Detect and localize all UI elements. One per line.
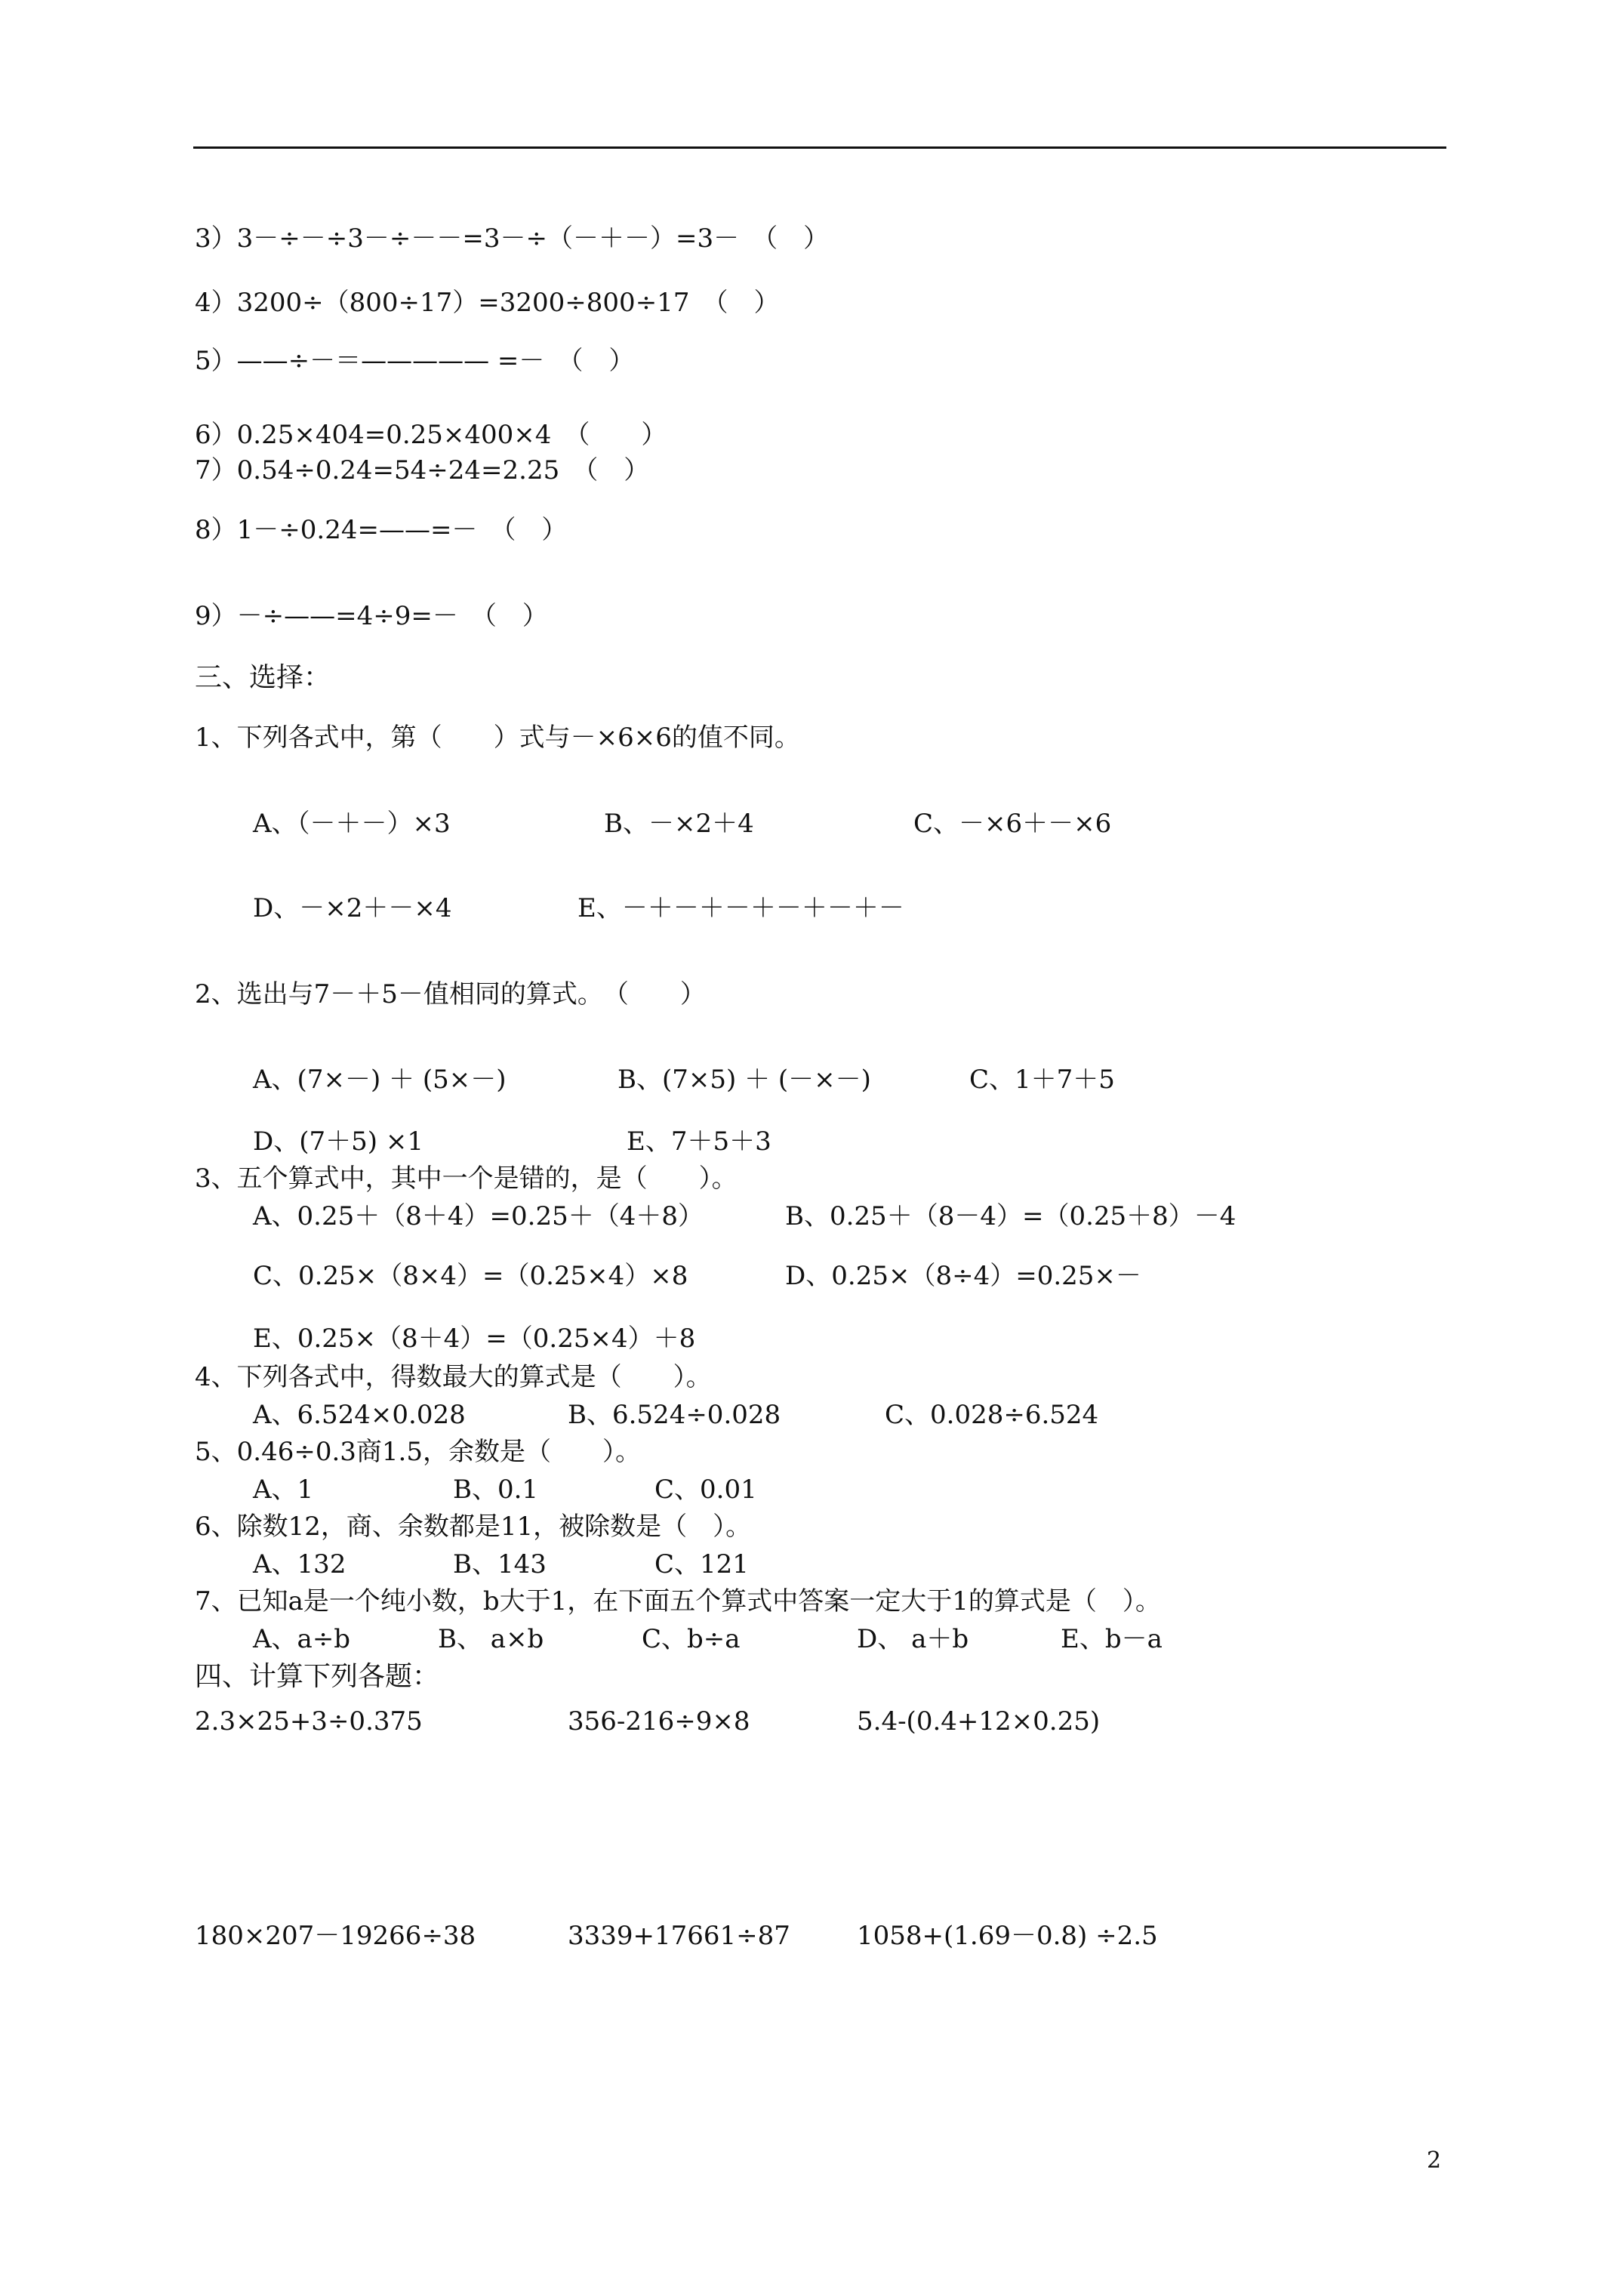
judge-item-9: 9）－÷——=4÷9=－ （ ） — [195, 601, 548, 631]
header-rule — [193, 146, 1446, 149]
q5-option-a: A、1 — [253, 1475, 314, 1505]
judge-item-3: 3）3－÷－÷3－÷－－=3－÷（－＋－）=3－ （ ） — [195, 223, 830, 254]
compute-problem: 1058+(1.69－0.8) ÷2.5 — [857, 1921, 1158, 1951]
q2-option-b: B、(7×5) ＋ (－×－) — [617, 1065, 871, 1095]
q6-option-b: B、143 — [453, 1549, 547, 1579]
section-choice-heading: 三、选择： — [195, 662, 331, 693]
q7-option-d: D、 a＋b — [857, 1624, 969, 1654]
compute-problem: 356-216÷9×8 — [568, 1706, 750, 1737]
q5-option-b: B、0.1 — [453, 1475, 539, 1505]
q4-stem: 4、下列各式中，得数最大的算式是（ ）。 — [195, 1362, 712, 1392]
q1-option-e: E、－＋－＋－＋－＋－＋－ — [577, 893, 904, 923]
q1-option-c: C、－×6＋－×6 — [913, 809, 1112, 839]
judge-item-7: 7）0.54÷0.24=54÷24=2.25 （ ） — [195, 455, 650, 485]
q3-option-e: E、0.25×（8＋4）=（0.25×4）＋8 — [253, 1324, 696, 1354]
section-compute-heading: 四、计算下列各题： — [195, 1661, 440, 1692]
judge-item-5: 5）——÷－＝————— =－ （ ） — [195, 346, 635, 376]
compute-problem: 3339+17661÷87 — [568, 1921, 790, 1951]
q4-option-a: A、6.524×0.028 — [253, 1400, 466, 1430]
q3-option-d: D、0.25×（8÷4）=0.25×－ — [785, 1261, 1141, 1291]
q4-option-b: B、6.524÷0.028 — [568, 1400, 781, 1430]
q3-option-c: C、0.25×（8×4）=（0.25×4）×8 — [253, 1261, 688, 1291]
q1-stem: 1、下列各式中，第（ ）式与－×6×6的值不同。 — [195, 723, 800, 753]
q2-option-d: D、(7＋5) ×1 — [253, 1126, 423, 1157]
q5-stem: 5、0.46÷0.3商1.5，余数是（ ）。 — [195, 1437, 641, 1467]
q1-option-d: D、－×2＋－×4 — [253, 893, 452, 923]
q2-option-a: A、(7×－) ＋ (5×－) — [253, 1065, 507, 1095]
judge-item-6: 6）0.25×404=0.25×400×4 （ ） — [195, 420, 667, 450]
q7-option-b: B、 a×b — [438, 1624, 544, 1654]
q7-stem: 7、已知a是一个纯小数，b大于1，在下面五个算式中答案一定大于1的算式是（ ）。 — [195, 1586, 1161, 1616]
judge-item-4: 4）3200÷（800÷17）=3200÷800÷17 （ ） — [195, 288, 780, 318]
q6-stem: 6、除数12，商、余数都是11，被除数是（ ）。 — [195, 1512, 752, 1542]
q7-option-e: E、b－a — [1061, 1624, 1163, 1654]
q1-option-b: B、－×2＋4 — [604, 809, 754, 839]
compute-problem: 5.4-(0.4+12×0.25) — [857, 1706, 1101, 1737]
q7-option-a: A、a÷b — [253, 1624, 351, 1654]
compute-problem: 2.3×25+3÷0.375 — [195, 1706, 423, 1737]
compute-problem: 180×207－19266÷38 — [195, 1921, 476, 1951]
q6-option-a: A、132 — [253, 1549, 346, 1579]
judge-item-8: 8）1－÷0.24=——=－ （ ） — [195, 515, 568, 545]
q1-option-a: A、（－＋－）×3 — [253, 809, 451, 839]
q6-option-c: C、121 — [654, 1549, 749, 1579]
q3-option-b: B、0.25＋（8－4）=（0.25＋8）－4 — [785, 1201, 1236, 1231]
q4-option-c: C、0.028÷6.524 — [885, 1400, 1099, 1430]
page-number: 2 — [1427, 2147, 1442, 2174]
q3-option-a: A、0.25＋（8＋4）=0.25＋（4＋8） — [253, 1201, 704, 1231]
q5-option-c: C、0.01 — [654, 1475, 757, 1505]
q3-stem: 3、五个算式中，其中一个是错的，是（ ）。 — [195, 1163, 738, 1194]
q2-option-c: C、1＋7＋5 — [969, 1065, 1115, 1095]
q2-stem: 2、选出与7－＋5－值相同的算式。 （ ） — [195, 979, 706, 1009]
q2-option-e: E、7＋5＋3 — [627, 1126, 771, 1157]
q7-option-c: C、b÷a — [642, 1624, 741, 1654]
